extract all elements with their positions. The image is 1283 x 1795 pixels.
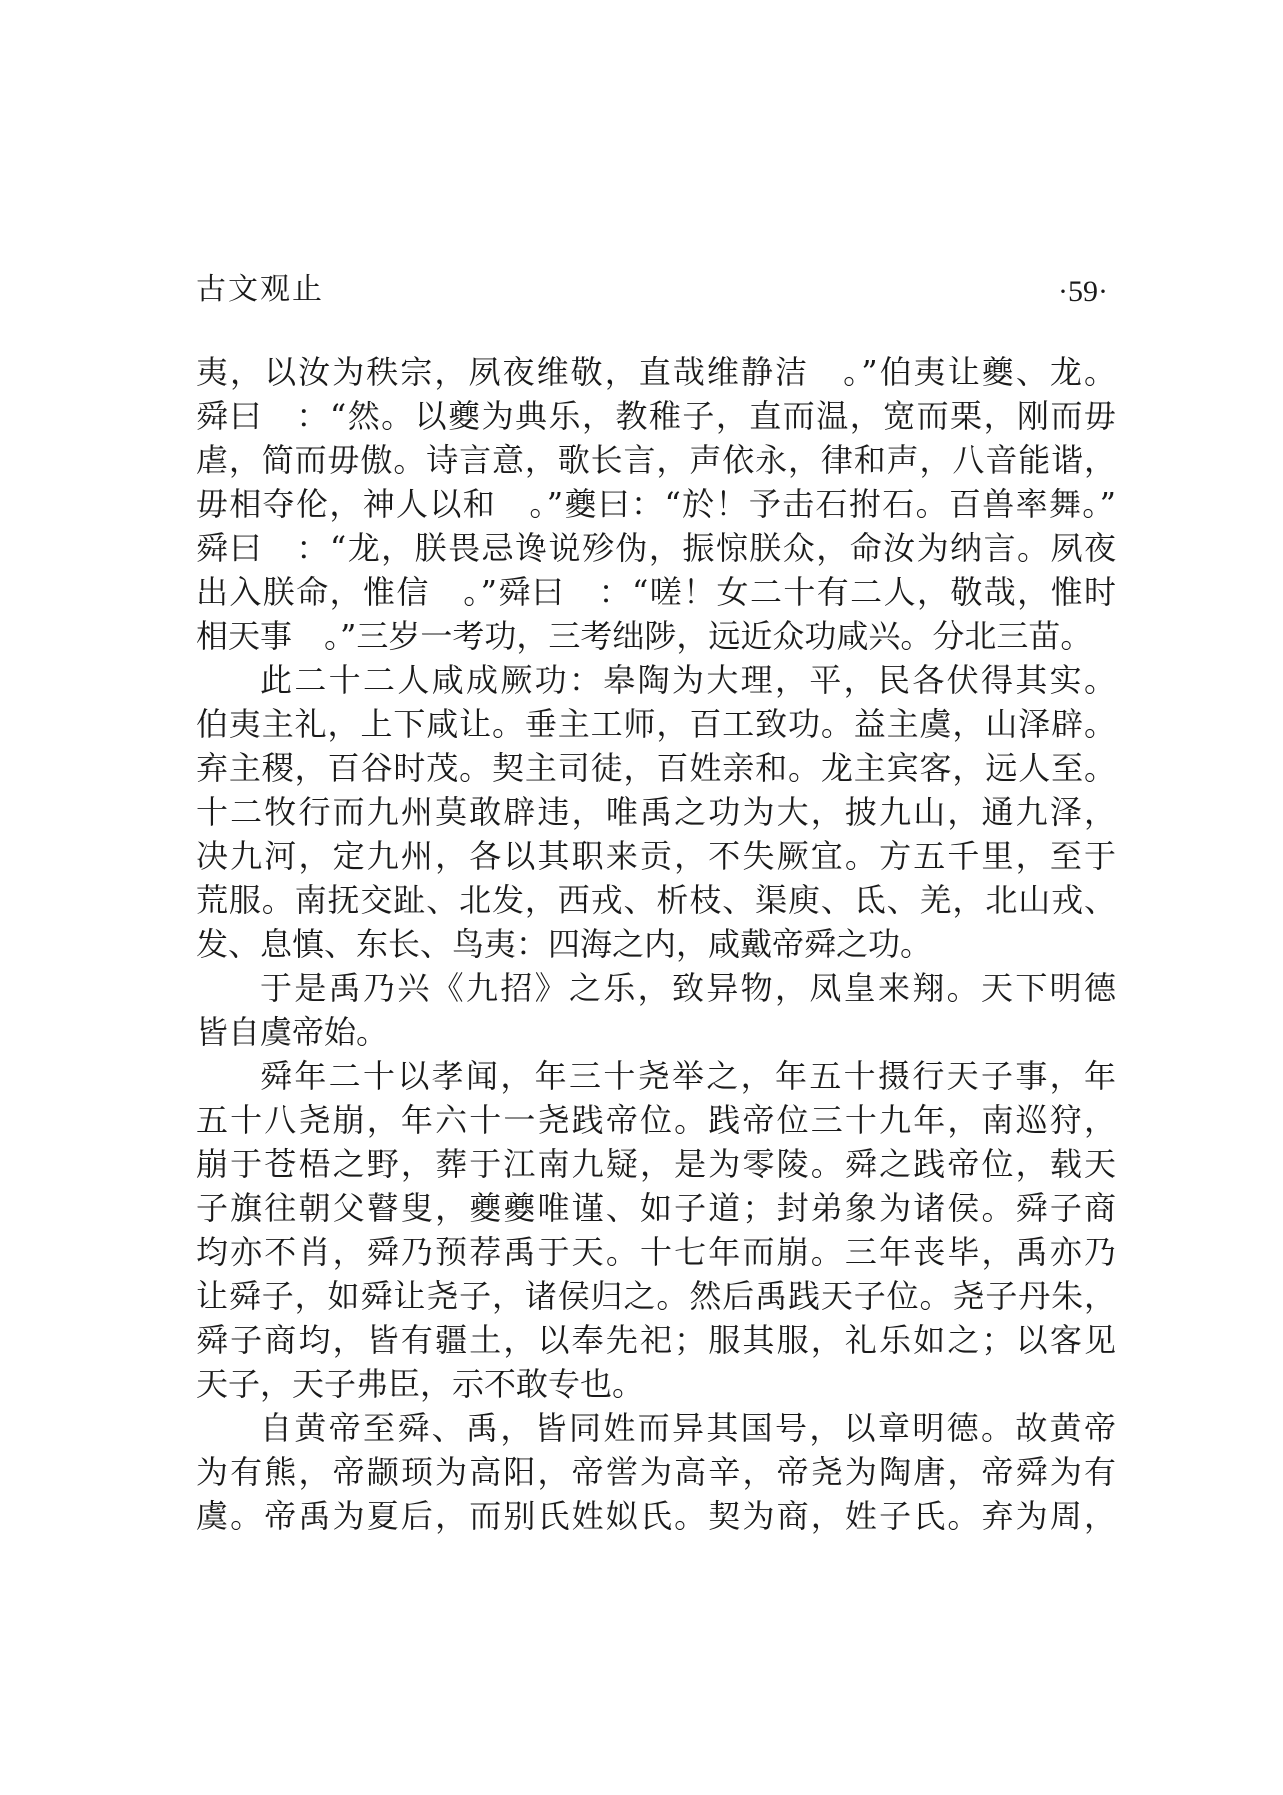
text-line: 舜年二十以孝闻，年三十尧举之，年五十摄行天子事，年 xyxy=(260,1057,1116,1095)
text-line: 崩于苍梧之野，葬于江南九疑，是为零陵。舜之践帝位，载天 xyxy=(196,1145,1116,1183)
text-line: 舜曰 ：“龙，朕畏忌谗说殄伪，振惊朕众，命汝为纳言。夙夜 xyxy=(196,529,1116,567)
text-line: 五十八尧崩，年六十一尧践帝位。践帝位三十九年，南巡狩， xyxy=(196,1101,1116,1139)
text-line: 于是禹乃兴《九招》之乐，致异物，凤皇来翔。天下明德 xyxy=(260,969,1116,1007)
text-line: 十二牧行而九州莫敢辟违，唯禹之功为大，披九山，通九泽， xyxy=(196,793,1116,831)
text-line: 为有熊，帝颛顼为高阳，帝喾为高辛，帝尧为陶唐，帝舜为有 xyxy=(196,1453,1116,1491)
text-line: 弃主稷，百谷时茂。契主司徒，百姓亲和。龙主宾客，远人至。 xyxy=(196,749,1116,787)
text-line: 让舜子，如舜让尧子，诸侯归之。然后禹践天子位。尧子丹朱， xyxy=(196,1277,1116,1315)
text-line: 伯夷主礼，上下咸让。垂主工师，百工致功。益主虞，山泽辟。 xyxy=(196,705,1116,743)
text-line: 舜曰 ：“然。以夔为典乐，教稚子，直而温，宽而栗，刚而毋 xyxy=(196,397,1116,435)
page-number: ·59· xyxy=(1058,275,1108,308)
text-line: 荒服。南抚交趾、北发，西戎、析枝、渠庾、氐、羌，北山戎、 xyxy=(196,881,1116,919)
text-line: 均亦不肖，舜乃预荐禹于天。十七年而崩。三年丧毕，禹亦乃 xyxy=(196,1233,1116,1271)
text-line: 此二十二人咸成厥功：皋陶为大理，平，民各伏得其实。 xyxy=(260,661,1116,699)
text-line: 子旗往朝父瞽叟，夔夔唯谨、如子道；封弟象为诸侯。舜子商 xyxy=(196,1189,1116,1227)
text-line: 皆自虞帝始。 xyxy=(196,1013,389,1051)
text-line: 天子，天子弗臣，示不敢专也。 xyxy=(196,1365,645,1403)
text-line: 决九河，定九州，各以其职来贡，不失厥宜。方五千里，至于 xyxy=(196,837,1116,875)
text-line: 发、息慎、东长、鸟夷：四海之内，咸戴帝舜之功。 xyxy=(196,925,933,963)
text-line: 夷，以汝为秩宗，夙夜维敬，直哉维静洁 。”伯夷让夔、龙。 xyxy=(196,353,1116,391)
body-text xyxy=(196,350,1116,1538)
text-line: 自黄帝至舜、禹，皆同姓而异其国号，以章明德。故黄帝 xyxy=(260,1409,1116,1447)
text-line: 舜子商均，皆有疆土，以奉先祀；服其服，礼乐如之；以客见 xyxy=(196,1321,1116,1359)
text-line: 虐，简而毋傲。诗言意，歌长言，声依永，律和声，八音能谐， xyxy=(196,441,1116,479)
text-line: 出入朕命，惟信 。”舜曰 ：“嗟！女二十有二人，敬哉，惟时 xyxy=(196,573,1116,611)
text-line: 相天事 。”三岁一考功，三考绌陟，远近众功咸兴。分北三苗。 xyxy=(196,617,1093,655)
text-line: 毋相夺伦，神人以和 。”夔曰：“於！予击石拊石。百兽率舞。” xyxy=(196,485,1116,523)
text-line: 虞。帝禹为夏后，而别氏姓姒氏。契为商，姓子氏。弃为周， xyxy=(196,1497,1116,1535)
running-header-title: 古文观止 xyxy=(196,272,324,307)
